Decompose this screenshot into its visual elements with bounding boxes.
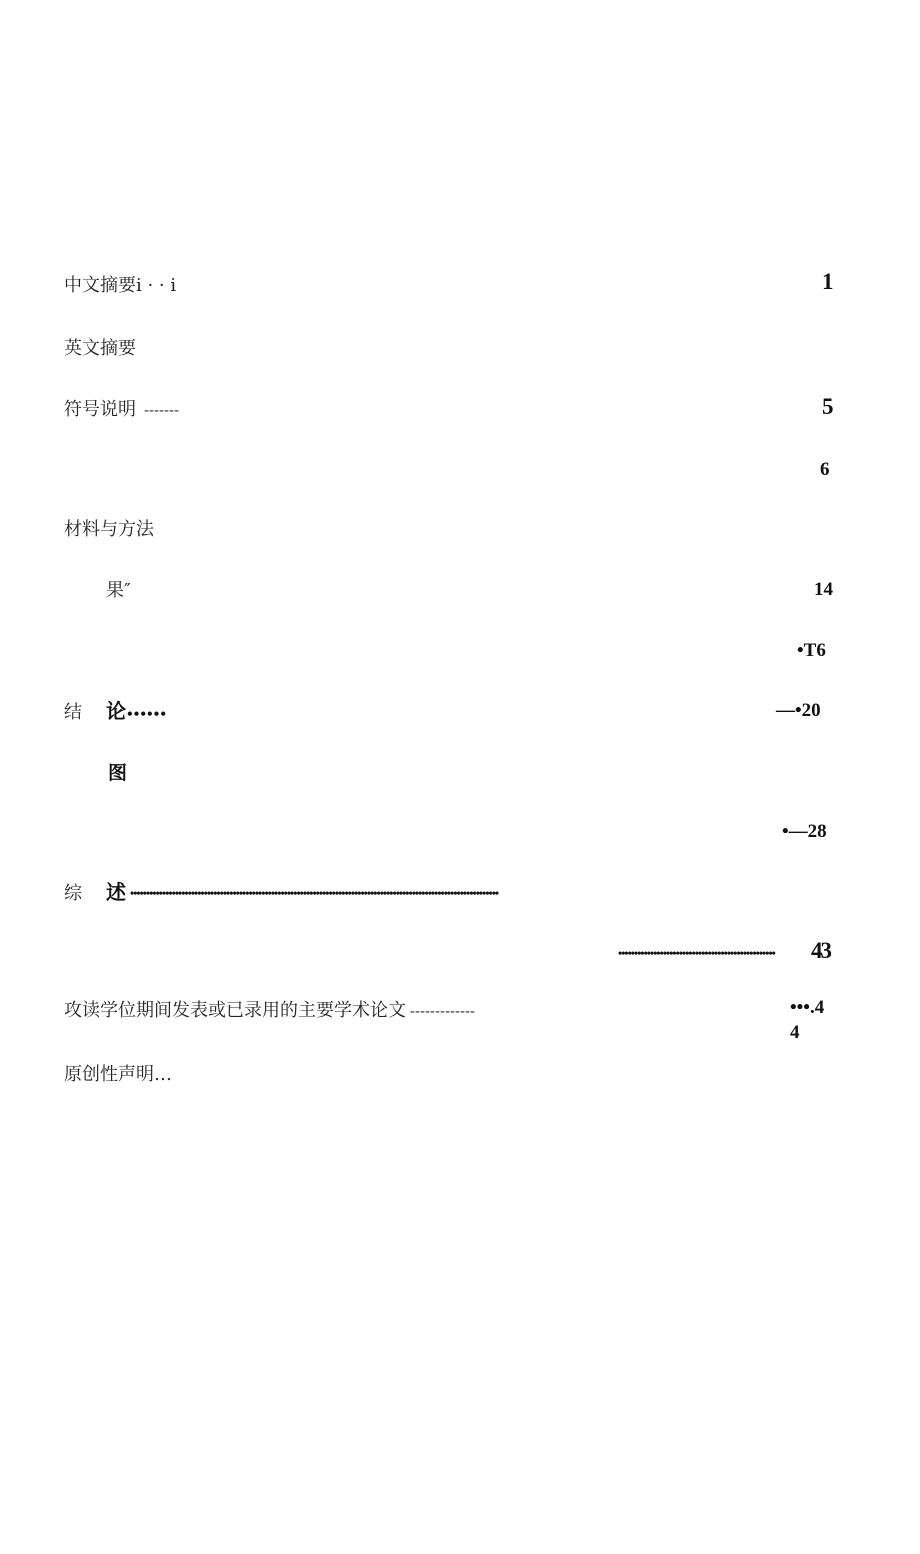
toc-entry-symbols [64,399,179,422]
toc-entry-symbols-label: 符号说明 [64,399,136,420]
toc-entry-publications-label: 攻读学位期间发表或已录用的主要学术论文 [64,1000,406,1021]
toc-entry-figures: 图 [108,762,128,784]
toc-page-conclusion: —•20 [776,700,821,721]
toc-leader-review: ••••••••••••••••••••••••••••••••••••••••••••••••••••••••••••••••••••••••••••••••••••••••••••••••••••••••••••••••••• [130,886,499,900]
toc-entry-results: 果″ [106,580,131,601]
toc-page-review: 43 [811,938,830,963]
toc-page-publications-line2: 4 [790,1022,800,1043]
toc-leader-publications: ------------- [410,1003,475,1020]
toc-entry-conclusion-label: 论 [106,699,126,723]
toc-page-symbols: 5 [822,394,834,419]
toc-page-preface: 6 [820,459,830,480]
toc-entry-english-abstract: 英文摘要 [64,338,136,359]
toc-entry-review-char1: 综 [64,883,82,904]
toc-entry-materials-methods: 材料与方法 [64,519,154,540]
toc-page-results: 14 [814,579,833,600]
toc-entry-conclusion-char2 [106,699,166,726]
toc-leader-symbols: ------- [144,402,179,419]
toc-page-references: •—28 [782,821,827,842]
toc-page-publications-line1: •••.4 [790,997,825,1018]
toc-entry-publications [64,1000,475,1023]
toc-leader-review-continued: ••••••••••••••••••••••••••••••••••••••••••••••••• [618,946,775,960]
toc-page-discussion: •T6 [797,640,826,661]
toc-entry-chinese-abstract: 中文摘要i · · i [64,275,177,296]
toc-entry-originality: 原创性声明… [64,1064,172,1085]
toc-leader-conclusion: •••••• [126,707,167,721]
toc-page-chinese-abstract: 1 [822,269,834,294]
toc-entry-conclusion-char1: 结 [64,702,82,723]
toc-entry-review-char2: 述 [106,880,126,904]
